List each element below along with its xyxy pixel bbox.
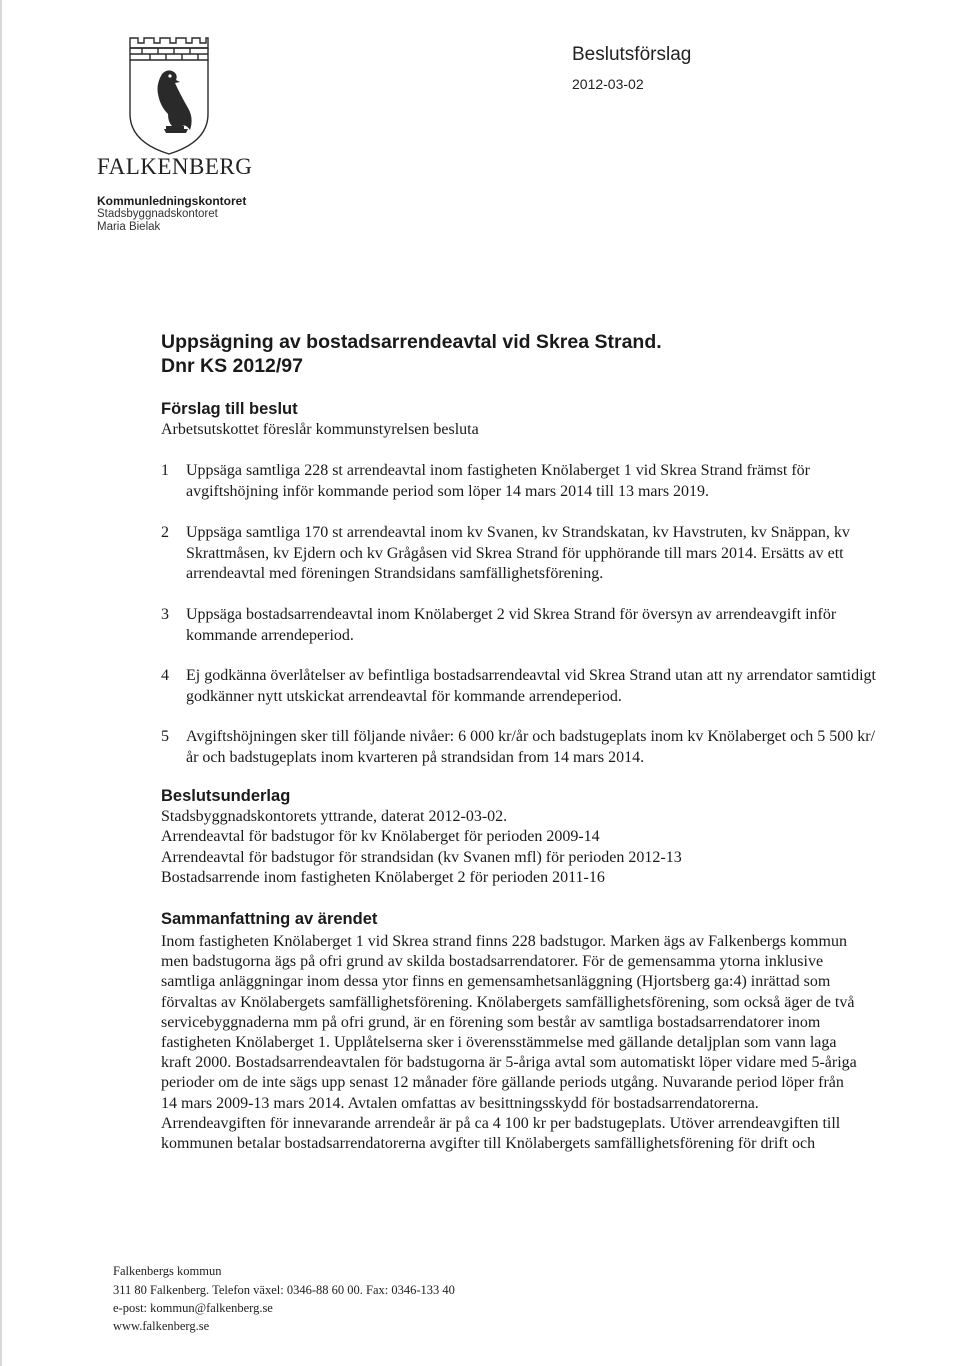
proposal-item-text: Uppsäga samtliga 228 st arrendeavtal inom fastigheten Knölaberget 1 vid Skrea Strand främst för avgiftshöjning inför kommande period som löper 14 mars 2014 till 13 mars 2019. <box>186 462 810 500</box>
basis-line: Arrendeavtal för badstugor för kv Knölaberget för perioden 2009-14 <box>161 828 600 845</box>
office-name: Stadsbyggnadskontoret <box>97 208 218 220</box>
proposal-heading: Förslag till beslut <box>161 400 298 418</box>
proposal-item-text: Ej godkänna överlåtelser av befintliga bostadsarrendeavtal vid Skrea Strand utan att ny arrendator samtidigt godkänner nytt utskickat arrendeavtal för kommande arrendeperiod. <box>186 667 876 705</box>
document-title: Uppsägning av bostadsarrendeavtal vid Skrea Strand. <box>161 331 662 353</box>
proposal-item-number: 4 <box>161 667 169 684</box>
municipality-name: FALKENBERG <box>97 154 253 179</box>
document-date: 2012-03-02 <box>572 76 644 92</box>
proposal-intro: Arbetsutskottet föreslår kommunstyrelsen besluta <box>161 421 479 438</box>
falkenberg-coat-of-arms-icon <box>128 34 210 156</box>
case-number: Dnr KS 2012/97 <box>161 355 303 377</box>
summary-heading: Sammanfattning av ärendet <box>161 910 378 928</box>
footer-organization: Falkenbergs kommun <box>113 1264 222 1278</box>
basis-line: Arrendeavtal för badstugor för strandsidan (kv Svanen mfl) för perioden 2012-13 <box>161 849 682 866</box>
scan-edge-line <box>0 0 2 1366</box>
proposal-item-number: 1 <box>161 462 169 479</box>
footer-website: www.falkenberg.se <box>113 1319 210 1333</box>
document-type: Beslutsförslag <box>572 44 692 65</box>
footer-address: 311 80 Falkenberg. Telefon växel: 0346-88 60 00. Fax: 0346-133 40 <box>113 1283 455 1297</box>
basis-line: Bostadsarrende inom fastigheten Knölaberget 2 för perioden 2011-16 <box>161 869 605 886</box>
footer-email: e-post: kommun@falkenberg.se <box>113 1301 273 1315</box>
proposal-item-text: Uppsäga bostadsarrendeavtal inom Knölaberget 2 vid Skrea Strand för översyn av arrendeavgift inför kommande arrendeperiod. <box>186 606 837 644</box>
proposal-item-number: 3 <box>161 606 169 623</box>
proposal-item-number: 2 <box>161 524 169 541</box>
proposal-item-text: Uppsäga samtliga 170 st arrendeavtal inom kv Svanen, kv Strandskatan, kv Havstruten, kv Snäppan, kv Skrattmåsen, kv Ejdern och kv Grågåsen vid Skrea Strand för upphörande till mars 2014. Ersätts av ett arrendeavtal med föreningen Strandsidans samfällighetsförening. <box>186 524 850 582</box>
basis-heading: Beslutsunderlag <box>161 787 291 805</box>
proposal-item-number: 5 <box>161 728 169 745</box>
summary-text: Inom fastigheten Knölaberget 1 vid Skrea strand finns 228 badstugor. Marken ägs av Falkenbergs kommun men badstugorna ägs på ofri grund av skilda bostadsarrendatorer. För de gemensamma ytorna inklusive samtliga anläggningar inom dessa ytor finns en gemensamhetsanläggning (Hjortsberg ga:4) inrättad som förvaltas av Knölabergets samfällighetsförening. Knölabergets samfällighetsförening, som också äger de två servicebyggnaderna mm på ofri grund, är en förening som består av samtliga bostadsarrendatorer inom fastigheten Knölaberget 1. Upplåtelserna sker i överensstämmelse med gällande detaljplan som vann laga kraft 2000. Bostadsarrendeavtalen för badstugorna är 5-åriga avtal som automatiskt löper vidare med 5-åriga perioder om de inte sägs upp senast 12 månader före gällande periods utgång. Nuvarande period löper från 14 mars 2009-13 mars 2014. Avtalen omfattas av besittningsskydd för bostadsarrendatorerna. Arrendeavgiften för innevarande arrendeår är på ca 4 100 kr per badstugeplats. Utöver arrendeavgiften till kommunen betalar bostadsarrendatorerna avgifter till Knölabergets samfällighetsförening för drift och <box>161 933 857 1153</box>
basis-line: Stadsbyggnadskontorets yttrande, daterat 2012-03-02. <box>161 808 508 825</box>
department-name: Kommunledningskontoret <box>97 194 247 208</box>
author-name: Maria Bielak <box>97 221 161 233</box>
proposal-item-text: Avgiftshöjningen sker till följande nivåer: 6 000 kr/år och badstugeplats inom kv Knölaberget och 5 500 kr/år och badstugeplats inom kvarteren på strandsidan from 14 mars 2014. <box>186 728 876 766</box>
